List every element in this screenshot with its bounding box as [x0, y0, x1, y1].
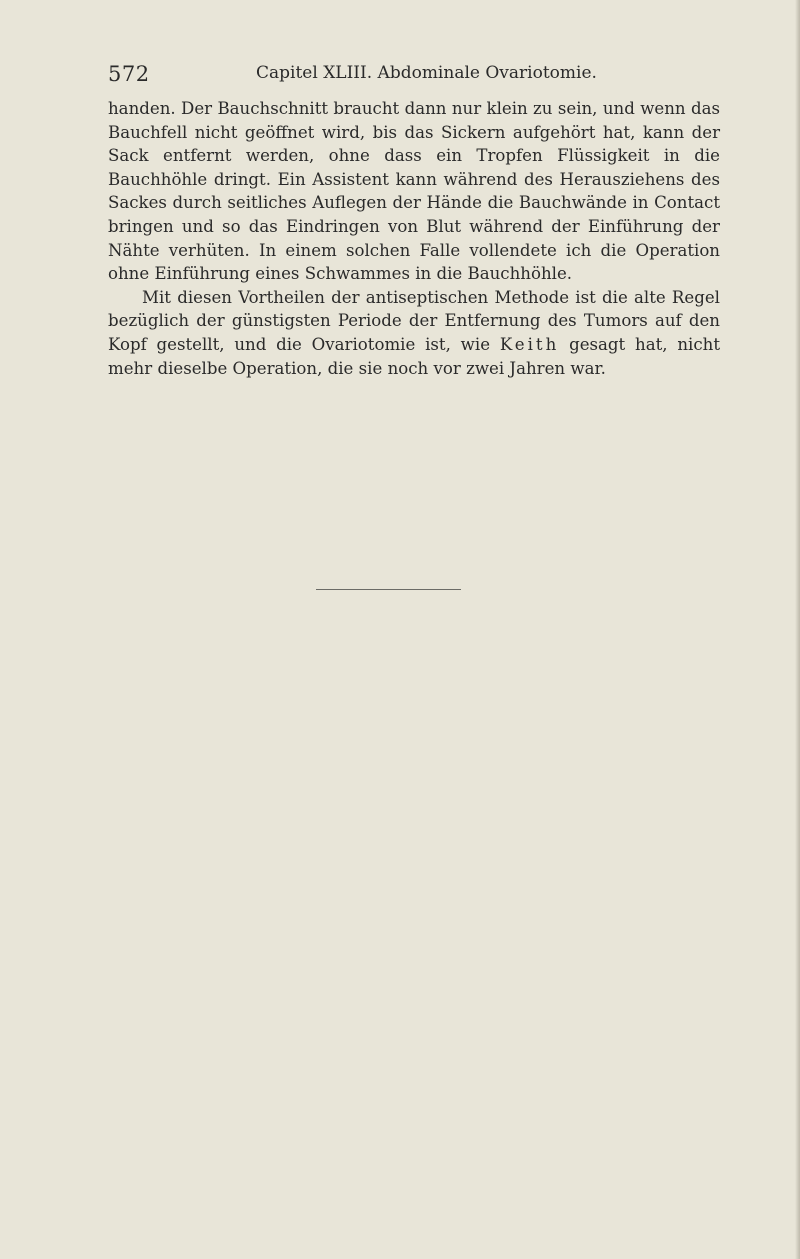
- running-title: Capitel XLIII. Abdominale Ovariotomie.: [256, 63, 597, 83]
- page-edge-shadow: [795, 0, 800, 1259]
- paragraph-2-text-start: Mit diesen Vortheilen der antiseptischen Methode ist die alte Regel bezüglich der günstigsten Periode der Entfernung des Tumors auf den Kopf gestellt, und die Ovariotomie ist, wie: [108, 287, 720, 354]
- section-divider: [316, 589, 461, 590]
- paragraph-2: [108, 286, 720, 380]
- author-name: Keith: [499, 334, 560, 354]
- page-number: 572: [108, 62, 150, 86]
- paragraph-2-text-end: gesagt hat, nicht mehr dieselbe Operation, die sie noch vor zwei Jahren war.: [108, 334, 720, 378]
- paragraph-1: handen. Der Bauchschnitt braucht dann nur klein zu sein, und wenn das Bauchfell nicht geöffnet wird, bis das Sickern aufgehört hat, kann der Sack entfernt werden, ohne dass ein Tropfen Flüssigkeit in die Bauchhöhle dringt. Ein Assistent kann während des Herausziehens des Sackes durch seitliches Auflegen der Hände die Bauchwände in Contact bringen und so das Eindringen von Blut während der Einführung der Nähte verhüten. In einem solchen Falle vollendete ich die Operation ohne Einführung eines Schwammes in die Bauchhöhle.: [108, 99, 720, 284]
- page-header: [108, 60, 714, 90]
- body-text: [108, 97, 720, 380]
